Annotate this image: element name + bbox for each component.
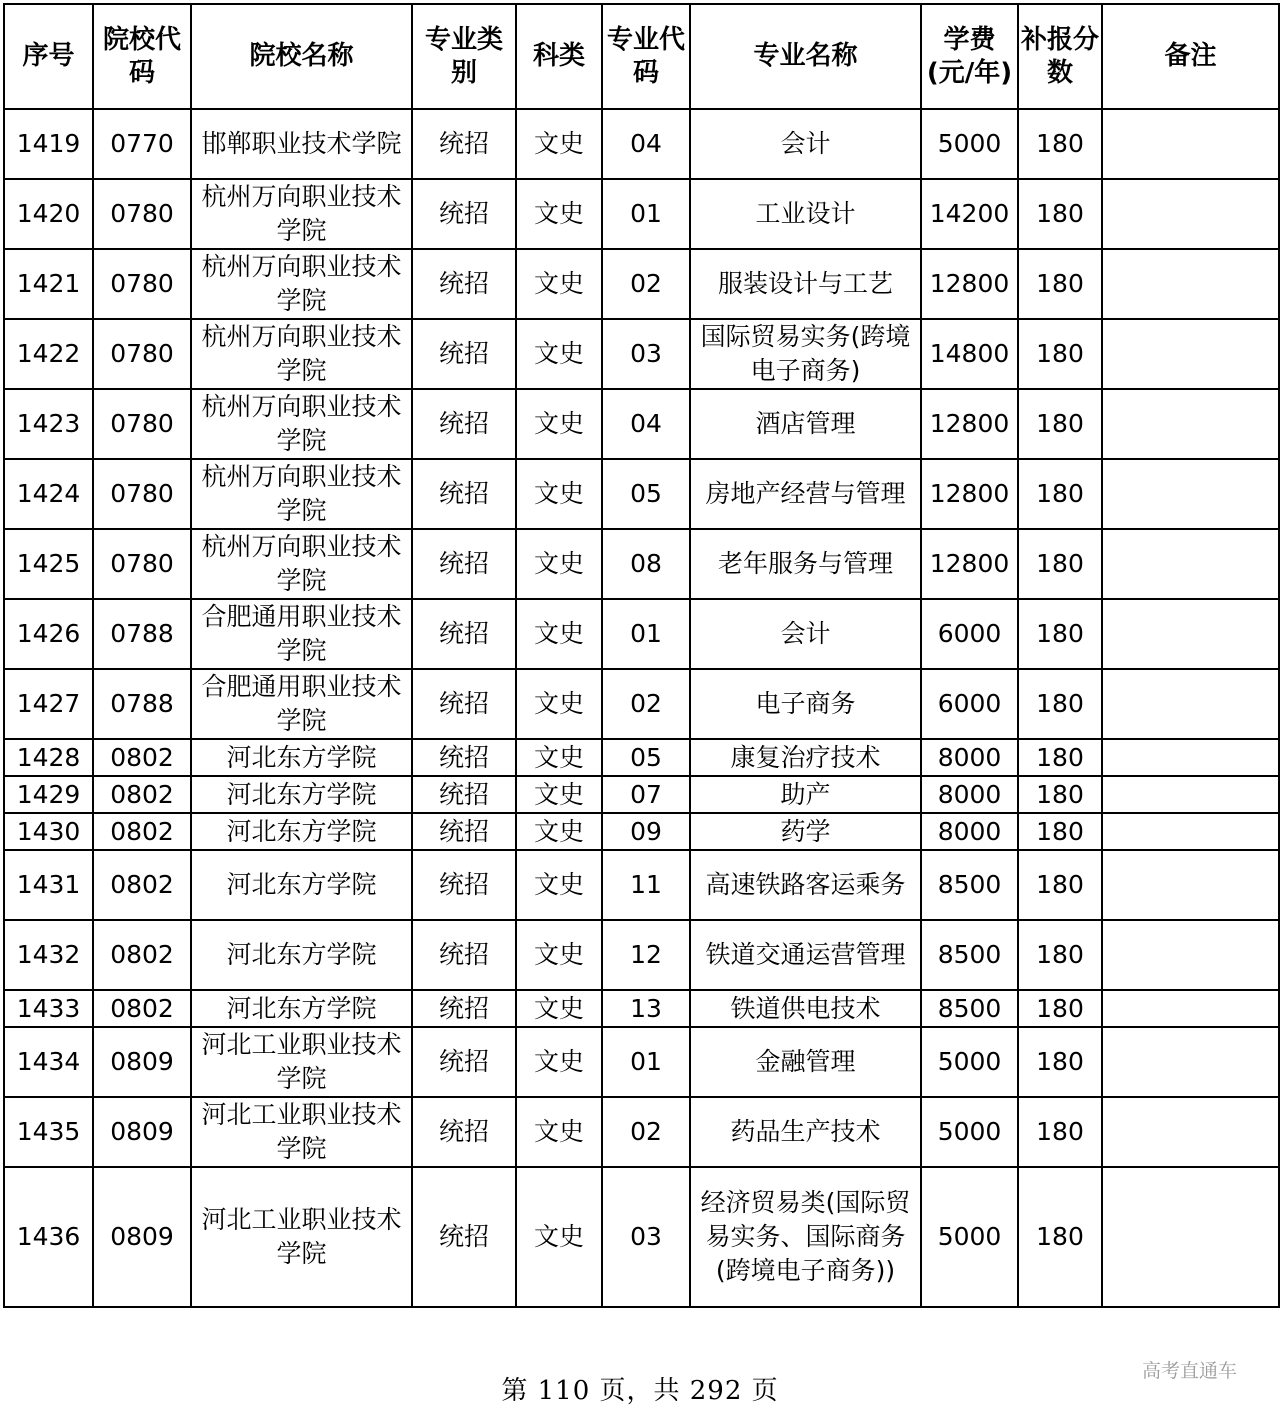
cell-category: 统招: [412, 850, 516, 920]
header-subject: 科类: [516, 4, 602, 109]
cell-seq: 1419: [4, 109, 93, 179]
cell-major-name: 国际贸易实务(跨境电子商务): [690, 319, 921, 389]
cell-school-code: 0788: [93, 599, 191, 669]
cell-remark: [1102, 739, 1279, 776]
table-row: [4, 776, 1279, 813]
cell-remark: [1102, 813, 1279, 850]
cell-subject: 文史: [516, 249, 602, 319]
cell-major-name: 助产: [690, 776, 921, 813]
cell-seq: 1433: [4, 990, 93, 1027]
cell-tuition: 14800: [921, 319, 1018, 389]
cell-tuition: 12800: [921, 529, 1018, 599]
cell-school-name: 河北工业职业技术学院: [191, 1097, 412, 1167]
cell-remark: [1102, 319, 1279, 389]
cell-major-name: 会计: [690, 109, 921, 179]
cell-category: 统招: [412, 179, 516, 249]
header-seq: 序号: [4, 4, 93, 109]
cell-school-code: 0788: [93, 669, 191, 739]
cell-major-name: 金融管理: [690, 1027, 921, 1097]
cell-subject: 文史: [516, 813, 602, 850]
cell-tuition: 12800: [921, 249, 1018, 319]
cell-school-name: 河北东方学院: [191, 739, 412, 776]
table-row: [4, 990, 1279, 1027]
cell-subject: 文史: [516, 1097, 602, 1167]
cell-category: 统招: [412, 249, 516, 319]
cell-score: 180: [1018, 599, 1102, 669]
cell-category: 统招: [412, 529, 516, 599]
cell-subject: 文史: [516, 459, 602, 529]
cell-remark: [1102, 1027, 1279, 1097]
cell-school-code: 0802: [93, 920, 191, 990]
cell-subject: 文史: [516, 529, 602, 599]
admission-table: [3, 3, 1280, 1308]
cell-seq: 1420: [4, 179, 93, 249]
cell-category: 统招: [412, 459, 516, 529]
cell-score: 180: [1018, 990, 1102, 1027]
cell-major-name: 药品生产技术: [690, 1097, 921, 1167]
cell-score: 180: [1018, 1027, 1102, 1097]
cell-school-name: 邯郸职业技术学院: [191, 109, 412, 179]
cell-major-name: 房地产经营与管理: [690, 459, 921, 529]
cell-seq: 1435: [4, 1097, 93, 1167]
cell-tuition: 8500: [921, 990, 1018, 1027]
cell-category: 统招: [412, 389, 516, 459]
cell-subject: 文史: [516, 776, 602, 813]
cell-seq: 1424: [4, 459, 93, 529]
cell-category: 统招: [412, 990, 516, 1027]
cell-subject: 文史: [516, 850, 602, 920]
cell-tuition: 5000: [921, 1167, 1018, 1307]
header-major-code: 专业代码: [602, 4, 690, 109]
cell-major-name: 会计: [690, 599, 921, 669]
cell-tuition: 14200: [921, 179, 1018, 249]
cell-major-name: 服装设计与工艺: [690, 249, 921, 319]
cell-subject: 文史: [516, 990, 602, 1027]
table-body: [4, 109, 1279, 1307]
cell-remark: [1102, 850, 1279, 920]
cell-seq: 1423: [4, 389, 93, 459]
table-row: [4, 669, 1279, 739]
cell-score: 180: [1018, 319, 1102, 389]
cell-category: 统招: [412, 319, 516, 389]
cell-school-code: 0780: [93, 459, 191, 529]
header-remark: 备注: [1102, 4, 1279, 109]
cell-tuition: 6000: [921, 669, 1018, 739]
table-row: [4, 850, 1279, 920]
cell-school-name: 合肥通用职业技术学院: [191, 599, 412, 669]
cell-school-name: 河北工业职业技术学院: [191, 1167, 412, 1307]
cell-seq: 1430: [4, 813, 93, 850]
cell-remark: [1102, 389, 1279, 459]
cell-major-name: 工业设计: [690, 179, 921, 249]
cell-major-code: 03: [602, 319, 690, 389]
cell-category: 统招: [412, 1097, 516, 1167]
cell-seq: 1426: [4, 599, 93, 669]
cell-school-name: 杭州万向职业技术学院: [191, 459, 412, 529]
cell-tuition: 12800: [921, 459, 1018, 529]
cell-subject: 文史: [516, 599, 602, 669]
cell-score: 180: [1018, 109, 1102, 179]
cell-score: 180: [1018, 739, 1102, 776]
table-row: [4, 109, 1279, 179]
cell-seq: 1421: [4, 249, 93, 319]
header-category: 专业类别: [412, 4, 516, 109]
table-row: [4, 813, 1279, 850]
cell-major-code: 07: [602, 776, 690, 813]
cell-category: 统招: [412, 669, 516, 739]
cell-seq: 1422: [4, 319, 93, 389]
table-row: [4, 1097, 1279, 1167]
cell-school-code: 0780: [93, 179, 191, 249]
header-major-name: 专业名称: [690, 4, 921, 109]
table-row: [4, 920, 1279, 990]
table-row: [4, 389, 1279, 459]
cell-score: 180: [1018, 920, 1102, 990]
table-row: [4, 249, 1279, 319]
cell-school-code: 0802: [93, 813, 191, 850]
cell-school-code: 0780: [93, 529, 191, 599]
cell-subject: 文史: [516, 739, 602, 776]
cell-major-code: 08: [602, 529, 690, 599]
cell-seq: 1431: [4, 850, 93, 920]
cell-major-name: 电子商务: [690, 669, 921, 739]
cell-major-name: 铁道供电技术: [690, 990, 921, 1027]
cell-category: 统招: [412, 599, 516, 669]
cell-subject: 文史: [516, 669, 602, 739]
cell-school-name: 河北东方学院: [191, 850, 412, 920]
cell-tuition: 8000: [921, 813, 1018, 850]
page-number: 第 110 页，共 292 页: [501, 1376, 779, 1406]
cell-score: 180: [1018, 179, 1102, 249]
cell-score: 180: [1018, 776, 1102, 813]
cell-major-name: 康复治疗技术: [690, 739, 921, 776]
table-row: [4, 1167, 1279, 1307]
table-row: [4, 459, 1279, 529]
cell-tuition: 5000: [921, 109, 1018, 179]
cell-seq: 1429: [4, 776, 93, 813]
cell-remark: [1102, 599, 1279, 669]
cell-school-name: 河北东方学院: [191, 776, 412, 813]
cell-major-code: 05: [602, 739, 690, 776]
cell-major-code: 13: [602, 990, 690, 1027]
cell-subject: 文史: [516, 179, 602, 249]
cell-seq: 1436: [4, 1167, 93, 1307]
cell-subject: 文史: [516, 1027, 602, 1097]
cell-remark: [1102, 669, 1279, 739]
cell-major-code: 02: [602, 249, 690, 319]
cell-seq: 1432: [4, 920, 93, 990]
cell-subject: 文史: [516, 109, 602, 179]
cell-remark: [1102, 920, 1279, 990]
cell-school-name: 河北东方学院: [191, 920, 412, 990]
cell-major-code: 11: [602, 850, 690, 920]
cell-major-code: 02: [602, 669, 690, 739]
cell-seq: 1428: [4, 739, 93, 776]
cell-seq: 1434: [4, 1027, 93, 1097]
cell-school-name: 杭州万向职业技术学院: [191, 179, 412, 249]
header-tuition: 学费(元/年): [921, 4, 1018, 109]
table-row: [4, 529, 1279, 599]
cell-remark: [1102, 990, 1279, 1027]
cell-remark: [1102, 529, 1279, 599]
cell-tuition: 8500: [921, 850, 1018, 920]
cell-school-code: 0770: [93, 109, 191, 179]
cell-school-code: 0802: [93, 776, 191, 813]
cell-school-name: 杭州万向职业技术学院: [191, 529, 412, 599]
cell-remark: [1102, 1097, 1279, 1167]
cell-school-code: 0802: [93, 990, 191, 1027]
cell-school-code: 0802: [93, 739, 191, 776]
table-row: [4, 319, 1279, 389]
cell-major-code: 01: [602, 599, 690, 669]
cell-score: 180: [1018, 850, 1102, 920]
table-row: [4, 739, 1279, 776]
cell-score: 180: [1018, 1167, 1102, 1307]
cell-score: 180: [1018, 1097, 1102, 1167]
cell-score: 180: [1018, 459, 1102, 529]
cell-major-code: 04: [602, 109, 690, 179]
table-row: [4, 599, 1279, 669]
cell-school-name: 杭州万向职业技术学院: [191, 319, 412, 389]
cell-score: 180: [1018, 389, 1102, 459]
header-score: 补报分数: [1018, 4, 1102, 109]
cell-major-code: 04: [602, 389, 690, 459]
cell-tuition: 8500: [921, 920, 1018, 990]
table-row: [4, 1027, 1279, 1097]
cell-category: 统招: [412, 109, 516, 179]
watermark-text: 高考直通车: [1142, 1360, 1238, 1382]
cell-school-code: 0809: [93, 1027, 191, 1097]
cell-category: 统招: [412, 776, 516, 813]
cell-remark: [1102, 459, 1279, 529]
cell-major-name: 经济贸易类(国际贸易实务、国际商务(跨境电子商务)): [690, 1167, 921, 1307]
cell-school-code: 0809: [93, 1167, 191, 1307]
cell-major-code: 01: [602, 179, 690, 249]
cell-major-code: 01: [602, 1027, 690, 1097]
table-header-row: [4, 4, 1279, 109]
cell-tuition: 8000: [921, 739, 1018, 776]
cell-school-code: 0802: [93, 850, 191, 920]
cell-school-name: 河北工业职业技术学院: [191, 1027, 412, 1097]
cell-school-code: 0780: [93, 319, 191, 389]
cell-seq: 1427: [4, 669, 93, 739]
cell-school-name: 杭州万向职业技术学院: [191, 249, 412, 319]
table-row: [4, 179, 1279, 249]
cell-remark: [1102, 249, 1279, 319]
cell-tuition: 12800: [921, 389, 1018, 459]
cell-school-name: 合肥通用职业技术学院: [191, 669, 412, 739]
cell-school-code: 0809: [93, 1097, 191, 1167]
cell-subject: 文史: [516, 389, 602, 459]
cell-category: 统招: [412, 1027, 516, 1097]
cell-school-code: 0780: [93, 249, 191, 319]
cell-seq: 1425: [4, 529, 93, 599]
cell-major-code: 03: [602, 1167, 690, 1307]
cell-category: 统招: [412, 739, 516, 776]
header-school-code: 院校代码: [93, 4, 191, 109]
cell-category: 统招: [412, 1167, 516, 1307]
cell-category: 统招: [412, 920, 516, 990]
cell-subject: 文史: [516, 920, 602, 990]
cell-remark: [1102, 179, 1279, 249]
cell-tuition: 5000: [921, 1097, 1018, 1167]
cell-school-code: 0780: [93, 389, 191, 459]
cell-score: 180: [1018, 669, 1102, 739]
cell-subject: 文史: [516, 1167, 602, 1307]
cell-major-code: 12: [602, 920, 690, 990]
cell-major-code: 02: [602, 1097, 690, 1167]
cell-remark: [1102, 776, 1279, 813]
cell-major-name: 酒店管理: [690, 389, 921, 459]
cell-score: 180: [1018, 529, 1102, 599]
cell-score: 180: [1018, 249, 1102, 319]
cell-tuition: 6000: [921, 599, 1018, 669]
cell-score: 180: [1018, 813, 1102, 850]
cell-major-code: 09: [602, 813, 690, 850]
cell-tuition: 8000: [921, 776, 1018, 813]
cell-subject: 文史: [516, 319, 602, 389]
cell-school-name: 杭州万向职业技术学院: [191, 389, 412, 459]
cell-major-name: 铁道交通运营管理: [690, 920, 921, 990]
cell-major-name: 药学: [690, 813, 921, 850]
cell-major-code: 05: [602, 459, 690, 529]
cell-remark: [1102, 1167, 1279, 1307]
cell-remark: [1102, 109, 1279, 179]
cell-school-name: 河北东方学院: [191, 990, 412, 1027]
header-school-name: 院校名称: [191, 4, 412, 109]
cell-tuition: 5000: [921, 1027, 1018, 1097]
cell-category: 统招: [412, 813, 516, 850]
cell-major-name: 老年服务与管理: [690, 529, 921, 599]
cell-major-name: 高速铁路客运乘务: [690, 850, 921, 920]
cell-school-name: 河北东方学院: [191, 813, 412, 850]
